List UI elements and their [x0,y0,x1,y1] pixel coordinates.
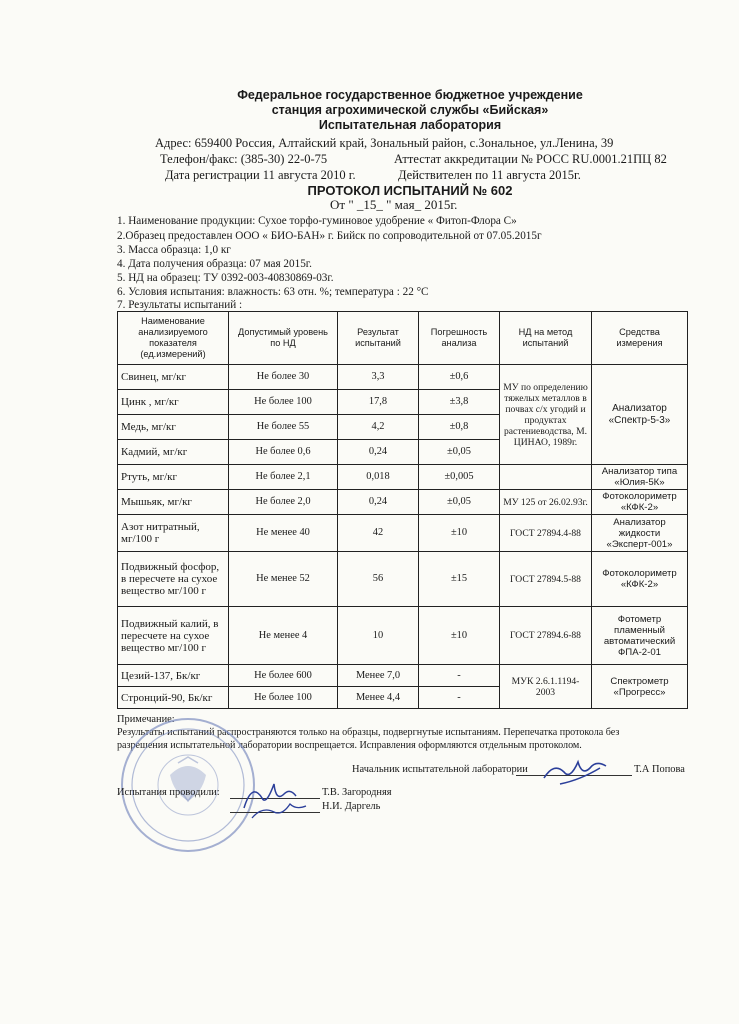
cell-limit: Не более 30 [229,365,338,390]
cell-error: ±0,8 [419,415,500,440]
table-row [118,665,688,687]
cell-name: Кадмий, мг/кг [118,440,229,465]
head-label: Начальник испытательной лаборатории [352,764,528,775]
cell-name: Цинк , мг/кг [118,390,229,415]
cell-method: ГОСТ 27894.4-88 [500,515,592,552]
table-row [118,490,688,515]
item-conditions: 6. Условия испытания: влажность: 63 отн. %; температура : 22 °С [117,286,429,298]
table-header-row [118,312,688,365]
cell-result: Менее 4,4 [338,687,419,709]
cell-error: ±10 [419,515,500,552]
conductor-1-name: Т.В. Загородняя [322,787,392,798]
official-stamp-icon [118,715,258,855]
org-name-line1: Федеральное государственное бюджетное учреждение [237,88,583,102]
cell-error: - [419,687,500,709]
cell-result: 17,8 [338,390,419,415]
col-header-indicator: Наименование анализируемого показателя (ед.измерений) [118,312,229,365]
cell-name: Подвижный фосфор, в пересчете на сухое вещество мг/100 г [118,552,229,607]
cell-result: 0,24 [338,440,419,465]
protocol-date: От " _15_ " мая_ 2015г. [330,197,458,212]
cell-result: 0,018 [338,465,419,490]
cell-result: Менее 7,0 [338,665,419,687]
cell-name: Подвижный калий, в пересчете на сухое вещество мг/100 г [118,607,229,665]
cell-name: Медь, мг/кг [118,415,229,440]
col-header-result: Результат испытаний [338,312,419,365]
cell-limit: Не менее 40 [229,515,338,552]
item-mass: 3. Масса образца: 1,0 кг [117,244,231,256]
note-title: Примечание: [117,714,175,725]
item-product: 1. Наименование продукции: Сухое торфо-гуминовое удобрение « Фитоп-Флора С» [117,215,517,227]
cell-name: Цезий-137, Бк/кг [118,665,229,687]
cell-result: 0,24 [338,490,419,515]
cell-instrument: Фотометр пламенный автоматический ФПА-2-01 [592,607,688,665]
item-results-title: 7. Результаты испытаний : [117,299,243,311]
conductor-2-name: Н.И. Даргель [322,801,381,812]
cell-error: ±0,05 [419,440,500,465]
note-line2: разрешения испытательной лаборатории воспрещается. Исправления оформляются отдельным протоколом. [117,740,582,751]
cell-limit: Не более 100 [229,390,338,415]
head-name: Т.А Попова [634,764,685,775]
col-header-limit: Допустимый уровень по НД [229,312,338,365]
cell-method: ГОСТ 27894.5-88 [500,552,592,607]
cell-name: Азот нитратный, мг/100 г [118,515,229,552]
note-line1: Результаты испытаний распространяются только на образцы, подвергнутые испытаниям. Перепечатка протокола без [117,727,620,738]
cell-limit: Не менее 52 [229,552,338,607]
conductor-signatures-icon [238,778,320,822]
head-signature-icon [540,756,610,790]
cell-limit: Не более 600 [229,665,338,687]
cell-instrument: Фотоколориметр «КФК-2» [592,552,688,607]
cell-result: 56 [338,552,419,607]
col-header-method: НД на метод испытаний [500,312,592,365]
cell-name: Ртуть, мг/кг [118,465,229,490]
cell-method: МУ 125 от 26.02.93г. [500,490,592,515]
cell-name: Свинец, мг/кг [118,365,229,390]
accreditation: Аттестат аккредитации № РОСС RU.0001.21ПЦ 82 [394,152,667,166]
org-name-line2: станция агрохимической службы «Бийская» [271,103,549,117]
table-row [118,607,688,665]
table-row [118,365,688,390]
cell-error: ±0,05 [419,490,500,515]
cell-instrument: Анализатор жидкости «Эксперт-001» [592,515,688,552]
cell-method: ГОСТ 27894.6-88 [500,607,592,665]
cell-error: ±15 [419,552,500,607]
cell-limit: Не менее 4 [229,607,338,665]
cell-instrument: Анализатор типа «Юлия-5К» [592,465,688,490]
cell-result: 4,2 [338,415,419,440]
item-normative: 5. НД на образец: ТУ 0392-003-40830869-03г. [117,272,334,284]
cell-instrument-radio: Спектрометр «Прогресс» [592,665,688,709]
cell-error: ±10 [419,607,500,665]
lab-name: Испытательная лаборатория [318,118,502,132]
item-provider: 2.Образец предоставлен ООО « БИО-БАН» г. Бийск по сопроводительной от 07.05.2015г [117,230,542,242]
phone: Телефон/факс: (385-30) 22-0-75 [160,152,328,166]
cell-result: 42 [338,515,419,552]
table-row [118,552,688,607]
col-header-instrument: Средства измерения [592,312,688,365]
cell-error: ±0,005 [419,465,500,490]
cell-limit: Не более 100 [229,687,338,709]
cell-method [500,465,592,490]
cell-name: Мышьяк, мг/кг [118,490,229,515]
cell-instrument: Фотоколориметр «КФК-2» [592,490,688,515]
cell-method-radio: МУК 2.6.1.1194-2003 [500,665,592,709]
cell-name: Стронций-90, Бк/кг [118,687,229,709]
cell-limit: Не более 55 [229,415,338,440]
cell-limit: Не более 0,6 [229,440,338,465]
address: Адрес: 659400 Россия, Алтайский край, Зональный район, с.Зональное, ул.Ленина, 39 [155,136,614,150]
cell-limit: Не более 2,0 [229,490,338,515]
conducted-label: Испытания проводили: [117,787,220,798]
cell-error: - [419,665,500,687]
protocol-title: ПРОТОКОЛ ИСПЫТАНИЙ № 602 [307,183,513,198]
table-row [118,515,688,552]
col-header-error: Погрешность анализа [419,312,500,365]
item-receipt-date: 4. Дата получения образца: 07 мая 2015г. [117,258,312,270]
cell-result: 10 [338,607,419,665]
cell-method-heavy-metals: МУ по определению тяжелых металлов в почвах с/х угодий и продуктах растениеводства, М. ЦИНАО, 1989г. [500,365,592,465]
cell-error: ±0,6 [419,365,500,390]
registration-date: Дата регистрации 11 августа 2010 г. [165,168,356,182]
valid-until: Действителен по 11 августа 2015г. [398,168,581,182]
results-table [117,311,688,709]
cell-limit: Не более 2,1 [229,465,338,490]
table-row [118,465,688,490]
cell-result: 3,3 [338,365,419,390]
cell-instrument-spectr: Анализатор «Спектр-5-3» [592,365,688,465]
cell-error: ±3,8 [419,390,500,415]
